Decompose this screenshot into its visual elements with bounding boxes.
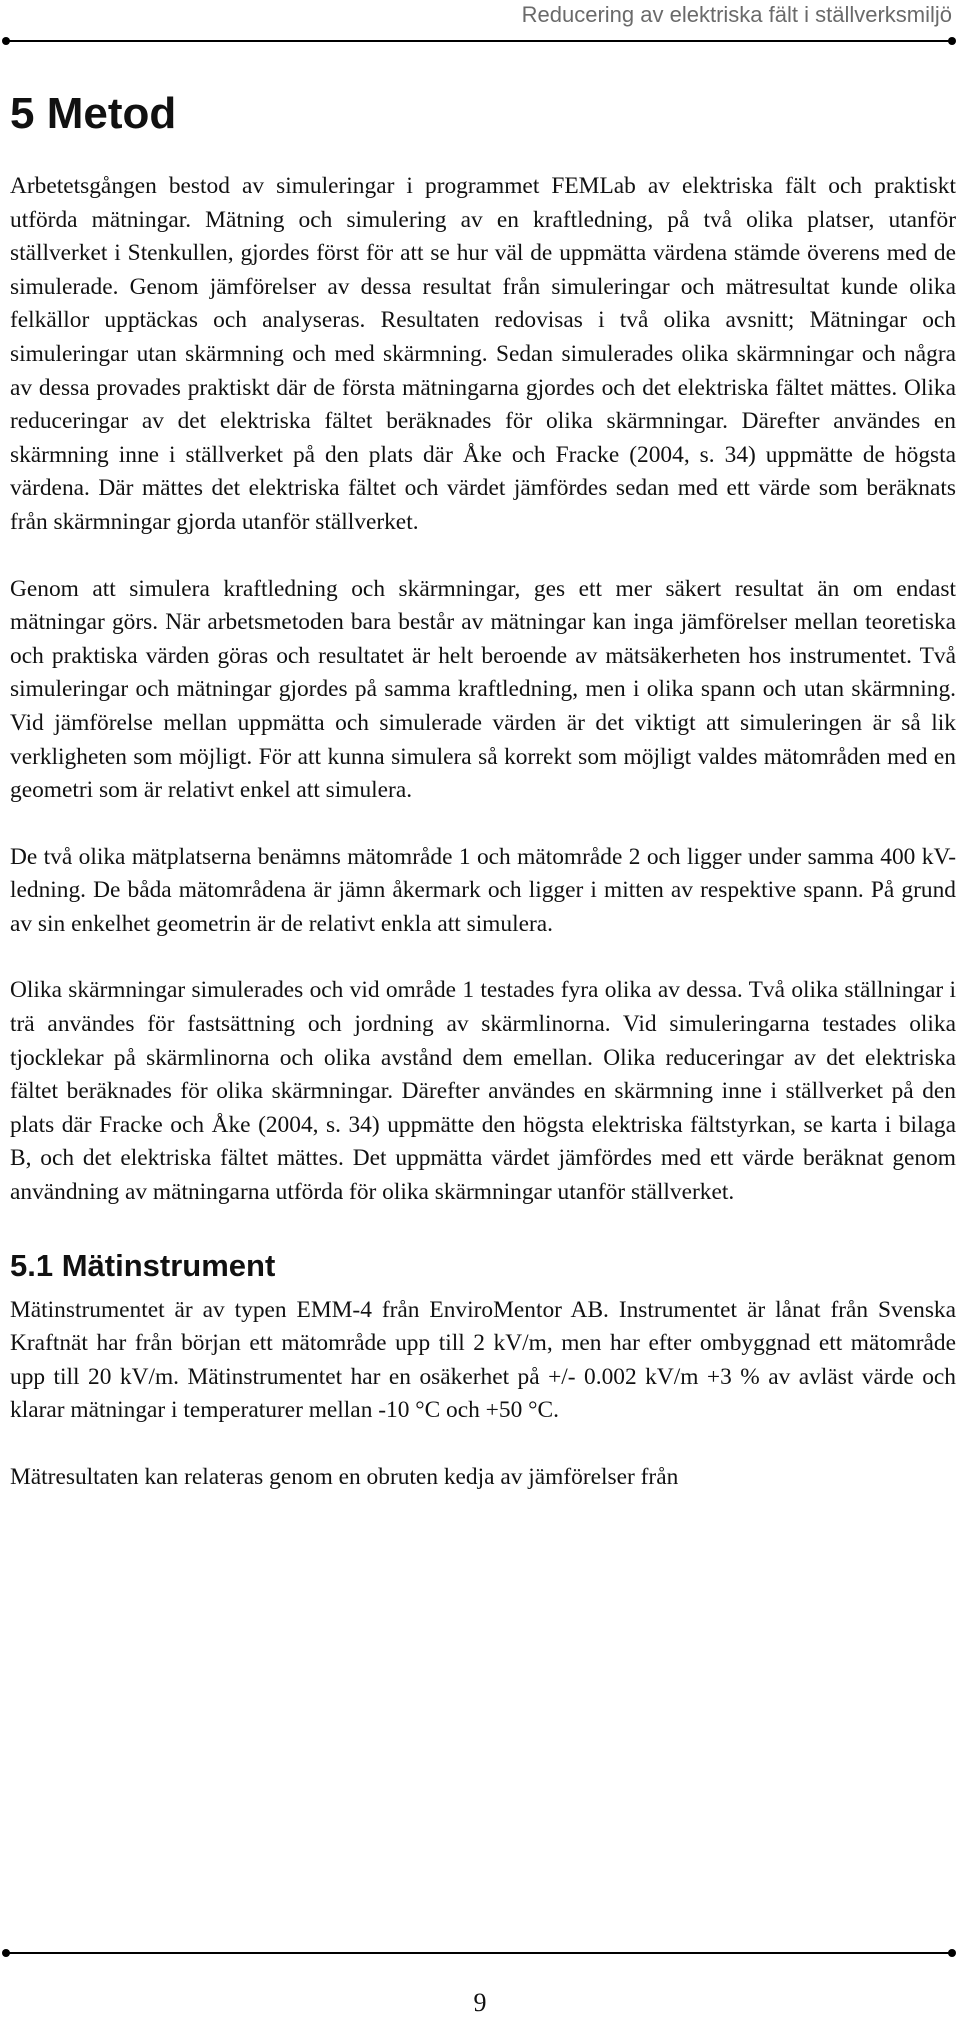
paragraph-shielding-tests: Olika skärmningar simulerades och vid område 1 testades fyra olika av dessa. Två olika ställningar i trä användes för fastsättning och jordning av skärmlinorna. Vid simuleringarna testades olika tjocklekar på skärmlinorna och olika avstånd dem emellan. Olika reduceringar av det elektriska fältet beräknades för olika skärmningar. Därefter användes en skärmning inne i ställverket på den plats där Fracke och Åke (2004, s. 34) uppmätte den högsta elektriska fältstyrkan, se karta i bilaga B, och det elektriska fältet mättes. Det uppmätta värdet jämfördes med ett värde beräknat genom användning av mätningarna utförda för olika skärmningar utanför ställverket. [10,977,956,1206]
footer-rule [4,1952,954,1954]
paragraph-measurement-sites: De två olika mätplatserna benämns mätområde 1 och mätområde 2 och ligger under samma 400 kV-ledning. De båda mätområdena är jämn åkermark och ligger i mitten av respektive spann. På grund av sin enkelhet geometrin är de relativt enkla att simulera. [10,843,956,937]
section-heading: 5 Metod [10,89,177,138]
page-content [10,80,956,1528]
header-rule [4,40,954,42]
running-header: Reducering av elektriska fält i ställverksmiljö [521,2,952,27]
page-number: 9 [473,1988,487,2017]
paragraph-instrument-description: Mätinstrumentet är av typen EMM-4 från EnviroMentor AB. Instrumentet är lånat från Svenska Kraftnät har från början ett mätområde upp till 2 kV/m, men har efter ombyggnad ett mätområde upp till 20 kV/m. Mätinstrumentet har en osäkerhet på +/- 0.002 kV/m +3 % av avläst värde och klarar mätningar i temperaturer mellan -10 °C och +50 °C. [10,1296,956,1424]
subsection-heading: 5.1 Mätinstrument [10,1247,276,1283]
paragraph-method-overview: Arbetetsgången bestod av simuleringar i programmet FEMLab av elektriska fält och praktiskt utförda mätningar. Mätning och simulering av en kraftledning, på två olika platser, utanför ställverket i Stenkullen, gjordes först för att se hur väl de uppmätta värdena stämde överens med de simulerade. Genom jämförelser av dessa resultat från simuleringar och mätresultat kunde olika felkällor upptäckas och analyseras. Resultaten redovisas i två olika avsnitt; Mätningar och simuleringar utan skärmning och med skärmning. Sedan simulerades olika skärmningar och några av dessa provades praktiskt där de första mätningarna gjordes och det elektriska fältet mättes. Olika reduceringar av det elektriska fältet beräknades för olika skärmningar. Därefter användes en skärmning inne i ställverket på den plats där Åke och Fracke (2004, s. 34) uppmätte de högsta värdena. Där mättes det elektriska fältet och värdet jämfördes sedan med ett värde som beräknats från skärmningar gjorda utanför ställverket. [10,173,956,535]
paragraph-simulation-rationale: Genom att simulera kraftledning och skärmningar, ges ett mer säkert resultat än om endast mätningar görs. När arbetsmetoden bara består av mätningar kan inga jämförelser mellan teoretiska och praktiska värden göras och resultatet är helt beroende av mätsäkerheten hos instrumentet. Två simuleringar och mätningar gjordes på samma kraftledning, men i olika spann och utan skärmning. Vid jämförelse mellan uppmätta och simulerade värden är det viktigt att simuleringen är så lik verkligheten som möjligt. För att kunna simulera så korrekt som möjligt valdes mätområden med en geometri som är relativt enkel att simulera. [10,575,956,804]
paragraph-traceability: Mätresultaten kan relateras genom en obruten kedja av jämförelser från [10,1464,679,1490]
